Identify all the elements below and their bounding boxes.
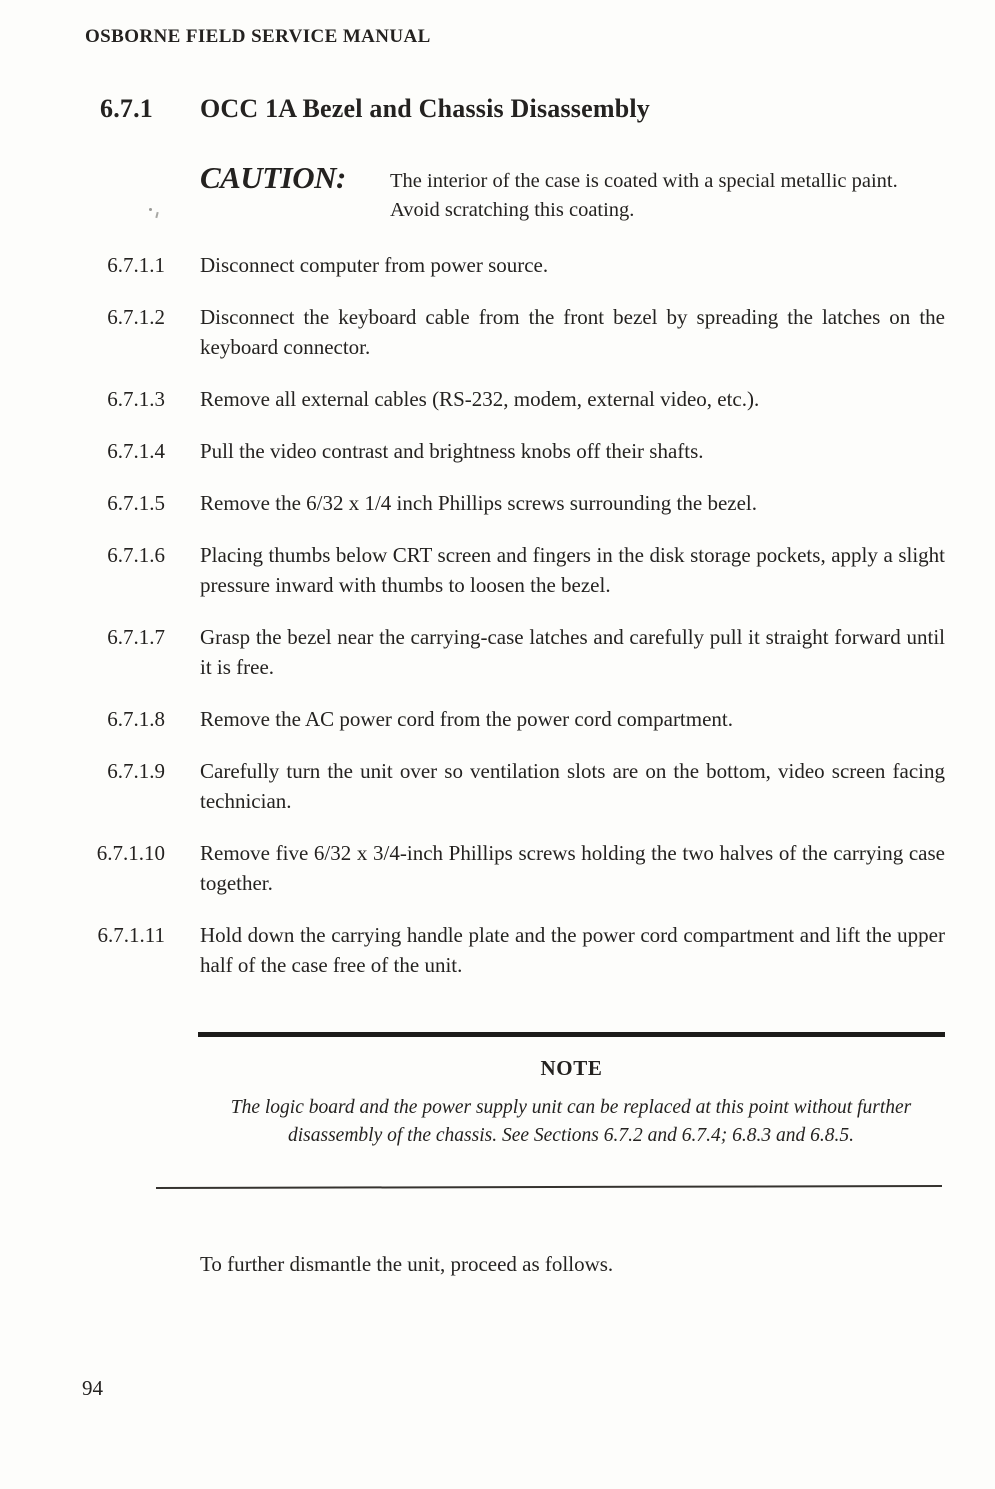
page-number: 94 [82,1376,103,1400]
procedure-step [60,540,945,600]
procedure-step [60,302,945,362]
step-text: Disconnect the keyboard cable from the front bezel by spreading the latches on the keyboard connector. [200,305,945,359]
step-number: 6.7.1.8 [107,707,165,731]
procedure-step [60,488,945,518]
step-number: 6.7.1.4 [107,439,165,463]
step-number: 6.7.1.6 [107,543,165,567]
step-number: 6.7.1.1 [107,253,165,277]
procedure-step [60,436,945,466]
section-heading [100,94,650,124]
step-number: 6.7.1.7 [107,625,165,649]
note-rule-top [198,1032,945,1037]
procedure-step [60,920,945,980]
step-text: Remove five 6/32 x 3/4-inch Phillips screws holding the two halves of the carrying case together. [200,841,945,895]
step-text: Pull the video contrast and brightness knobs off their shafts. [200,439,704,463]
procedure-step [60,384,945,414]
caution-text: The interior of the case is coated with a special metallic paint. Avoid scratching this coating. [390,170,898,221]
running-header: OSBORNE FIELD SERVICE MANUAL [85,26,431,47]
steps-list [60,250,945,1002]
note-label: NOTE [540,1056,603,1080]
step-text: Placing thumbs below CRT screen and fingers in the disk storage pockets, apply a slight pressure inward with thumbs to loosen the bezel. [200,543,945,597]
closing-sentence: To further dismantle the unit, proceed as follows. [200,1252,614,1276]
step-number: 6.7.1.11 [97,923,165,947]
step-number: 6.7.1.9 [107,759,165,783]
section-number: 6.7.1 [100,94,153,123]
procedure-step [60,622,945,682]
note-text: The logic board and the power supply unit can be replaced at this point without further disassembly of the chassis. See Sections 6.7.2 and 6.7.4; 6.8.3 and 6.8.5. [230,1097,912,1146]
step-text: Grasp the bezel near the carrying-case latches and carefully pull it straight forward until it is free. [200,625,945,679]
step-number: 6.7.1.2 [107,305,165,329]
procedure-step [60,756,945,816]
note-rule-bottom [156,1185,942,1189]
procedure-step [60,250,945,280]
procedure-step [60,838,945,898]
step-text: Remove the 6/32 x 1/4 inch Phillips screws surrounding the bezel. [200,491,757,515]
step-number: 6.7.1.10 [96,841,165,865]
caution-label: CAUTION: [200,160,346,195]
step-text: Hold down the carrying handle plate and the power cord compartment and lift the upper half of the case free of the unit. [200,923,945,977]
step-text: Remove the AC power cord from the power cord compartment. [200,707,734,731]
step-text: Carefully turn the unit over so ventilation slots are on the bottom, video screen facing technician. [200,759,945,813]
scan-artifact [149,206,163,220]
step-number: 6.7.1.5 [107,491,165,515]
section-title: OCC 1A Bezel and Chassis Disassembly [200,94,650,123]
step-number: 6.7.1.3 [107,387,165,411]
caution-block [200,160,950,225]
step-text: Disconnect computer from power source. [200,253,549,277]
step-text: Remove all external cables (RS-232, modem, external video, etc.). [200,387,760,411]
procedure-step [60,704,945,734]
